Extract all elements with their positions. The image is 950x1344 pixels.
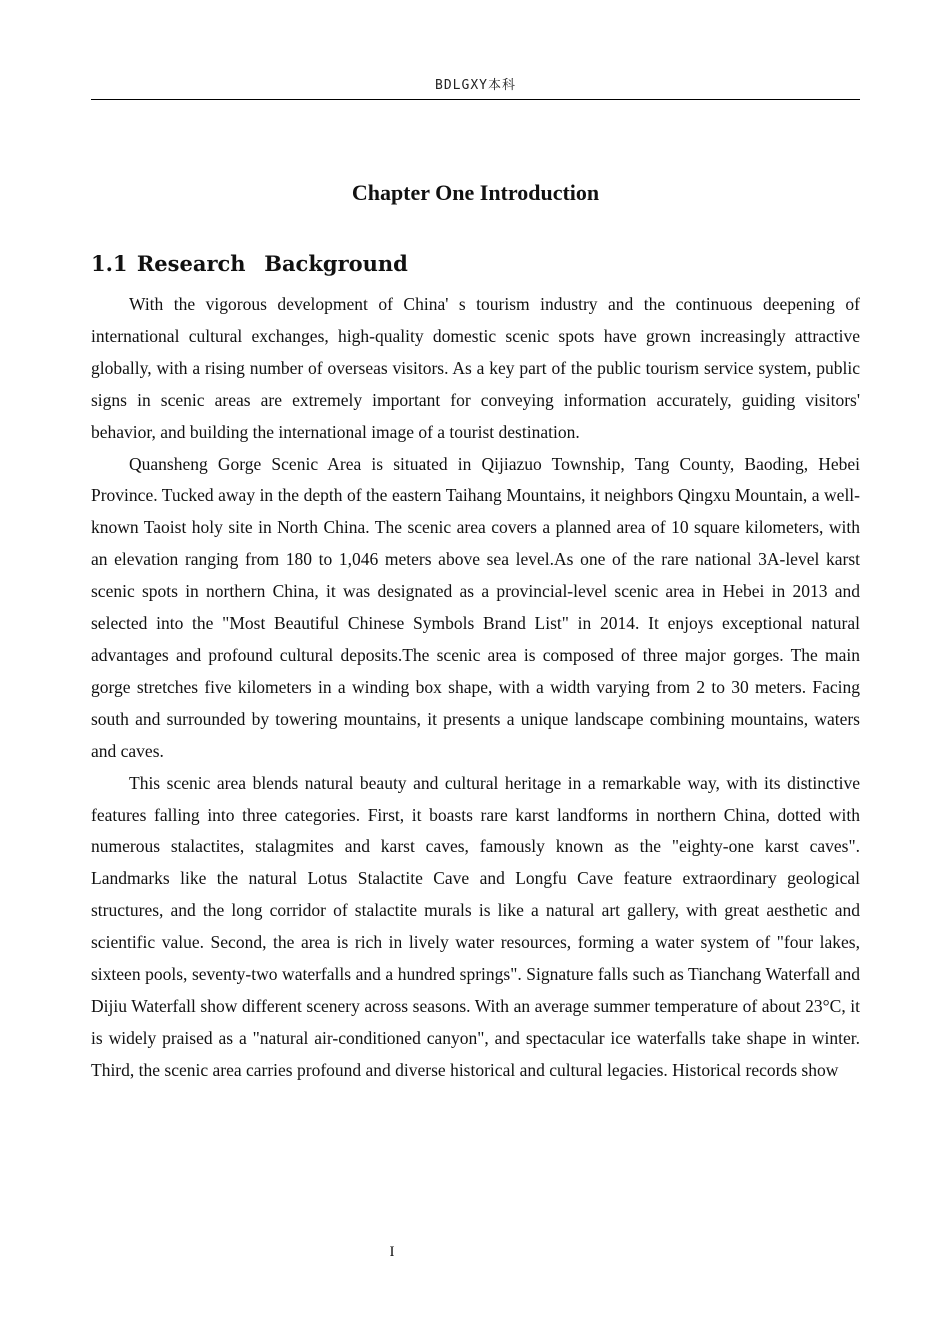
paragraph: Quansheng Gorge Scenic Area is situated in Qijiazuo Township, Tang County, Baoding, Hebei Province. Tucked away in the depth of the eastern Taihang Mountains, it neighbors Qingxu Mountain, a well-known Taoist holy site in North China. The scenic area covers a planned area of 10 square kilometers, with an elevation ranging from 180 to 1,046 meters above sea level.As one of the rare national 3A-level karst scenic spots in northern China, it was designated as a provincial-level scenic area in Hebei in 2013 and selected into the "Most Beautiful Chinese Symbols Brand List" in 2014. It enjoys exceptional natural advantages and profound cultural deposits.The scenic area is composed of three major gorges. The main gorge stretches five kilometers in a winding box shape, with a width varying from 2 to 30 meters. Facing south and surrounded by towering mountains, it presents a unique landscape combining mountains, waters and caves. [91, 453, 860, 761]
page-number: I [389, 1244, 395, 1260]
paragraph: With the vigorous development of China' s tourism industry and the continuous deepening of international cultural exchanges, high-quality domestic scenic spots have grown increasingly attractive globally, with a rising number of overseas visitors. As a key part of the public tourism service system, public signs in scenic areas are extremely important for conveying information accurately, guiding visitors' behavior, and building the international image of a tourist destination. [91, 294, 860, 442]
chapter-title: Chapter One Introduction [351, 180, 600, 205]
paragraph: This scenic area blends natural beauty and cultural heritage in a remarkable way, with its distinctive features falling into three categories. First, it boasts rare karst landforms in northern China, dotted with numerous stalactites, stalagmites and karst caves, famously known as the "eighty-one karst caves". Landmarks like the natural Lotus Stalactite Cave and Longfu Cave feature extraordinary geological structures, and the long corridor of stalactite murals is like a natural art gallery, with great aesthetic and scientific value. Second, the area is rich in lively water resources, forming a water system of "four lakes, sixteen pools, seventy-two waterfalls and a hundred springs". Signature falls such as Tianchang Waterfall and Dijiu Waterfall show different scenery across seasons. With an average summer temperature of about 23°C, it is widely praised as a "natural air-conditioned canyon", and spectacular ice waterfalls take shape in winter. Third, the scenic area carries profound and diverse historical and cultural legacies. Historical records show [91, 772, 860, 1080]
header-text: BDLGXY本科 [435, 78, 516, 93]
page-header [91, 76, 860, 100]
section-title [91, 249, 860, 279]
body-text [91, 289, 860, 1087]
section-title-text: 1.1 Research Background [91, 251, 408, 276]
